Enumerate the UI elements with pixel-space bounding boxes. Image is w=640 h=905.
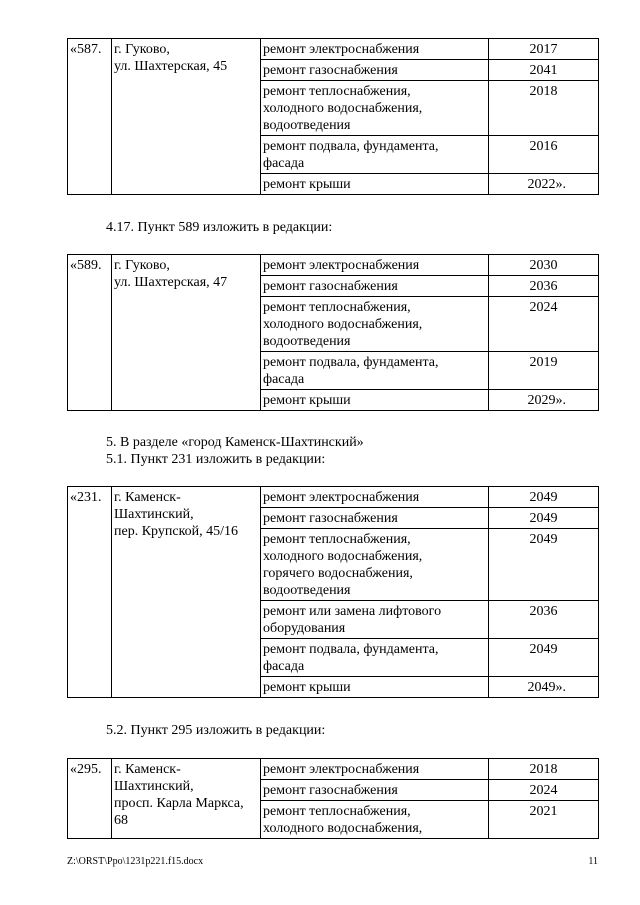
work-cell: ремонт электроснабжения (261, 39, 489, 60)
item-number: «587. (68, 39, 112, 195)
table-row (68, 255, 599, 276)
table-item-589 (67, 254, 599, 411)
year-cell: 2036 (489, 276, 599, 297)
work-cell: ремонт подвала, фундамента, фасада (261, 639, 489, 677)
year-cell: 2049». (489, 677, 599, 698)
address-cell: г. Гуково, ул. Шахтерская, 45 (112, 39, 261, 195)
table-row (68, 487, 599, 508)
table-row (68, 39, 599, 60)
year-cell: 2049 (489, 508, 599, 529)
item-number: «589. (68, 255, 112, 411)
address-cell: г. Каменск- Шахтинский, просп. Карла Маркса, 68 (112, 759, 261, 839)
work-cell: ремонт газоснабжения (261, 780, 489, 801)
table-item-295 (67, 758, 599, 839)
work-cell: ремонт крыши (261, 390, 489, 411)
work-cell: ремонт или замена лифтового оборудования (261, 601, 489, 639)
table-item-587 (67, 38, 599, 195)
year-cell: 2018 (489, 81, 599, 136)
work-cell: ремонт электроснабжения (261, 759, 489, 780)
footer-file-path: Z:\ORST\Ppo\1231p221.f15.docx (67, 856, 204, 867)
work-cell: ремонт теплоснабжения, холодного водоснабжения, водоотведения (261, 81, 489, 136)
work-cell: ремонт подвала, фундамента, фасада (261, 352, 489, 390)
address-cell: г. Гуково, ул. Шахтерская, 47 (112, 255, 261, 411)
table-row (68, 759, 599, 780)
year-cell: 2024 (489, 780, 599, 801)
work-cell: ремонт теплоснабжения, холодного водоснабжения, водоотведения (261, 297, 489, 352)
work-cell: ремонт подвала, фундамента, фасада (261, 136, 489, 174)
work-cell: ремонт теплоснабжения, холодного водоснабжения, горячего водоснабжения, водоотведения (261, 529, 489, 601)
work-cell: ремонт теплоснабжения, холодного водоснабжения, (261, 801, 489, 839)
year-cell: 2017 (489, 39, 599, 60)
address-cell: г. Каменск- Шахтинский, пер. Крупской, 45/16 (112, 487, 261, 698)
work-cell: ремонт крыши (261, 174, 489, 195)
paragraph-4-17: 4.17. Пункт 589 изложить в редакции: (106, 220, 333, 235)
work-cell: ремонт газоснабжения (261, 508, 489, 529)
paragraph-5: 5. В разделе «город Каменск-Шахтинский» (106, 435, 364, 450)
year-cell: 2041 (489, 60, 599, 81)
work-cell: ремонт газоснабжения (261, 276, 489, 297)
year-cell: 2036 (489, 601, 599, 639)
footer-page-number: 11 (588, 856, 598, 867)
paragraph-5-2: 5.2. Пункт 295 изложить в редакции: (106, 723, 326, 738)
year-cell: 2049 (489, 529, 599, 601)
year-cell: 2049 (489, 487, 599, 508)
year-cell: 2029». (489, 390, 599, 411)
year-cell: 2030 (489, 255, 599, 276)
paragraph-5-1: 5.1. Пункт 231 изложить в редакции: (106, 452, 326, 467)
year-cell: 2049 (489, 639, 599, 677)
work-cell: ремонт электроснабжения (261, 487, 489, 508)
year-cell: 2024 (489, 297, 599, 352)
work-cell: ремонт электроснабжения (261, 255, 489, 276)
table-item-231 (67, 486, 599, 698)
year-cell: 2021 (489, 801, 599, 839)
item-number: «295. (68, 759, 112, 839)
item-number: «231. (68, 487, 112, 698)
year-cell: 2018 (489, 759, 599, 780)
year-cell: 2016 (489, 136, 599, 174)
work-cell: ремонт газоснабжения (261, 60, 489, 81)
year-cell: 2022». (489, 174, 599, 195)
year-cell: 2019 (489, 352, 599, 390)
work-cell: ремонт крыши (261, 677, 489, 698)
